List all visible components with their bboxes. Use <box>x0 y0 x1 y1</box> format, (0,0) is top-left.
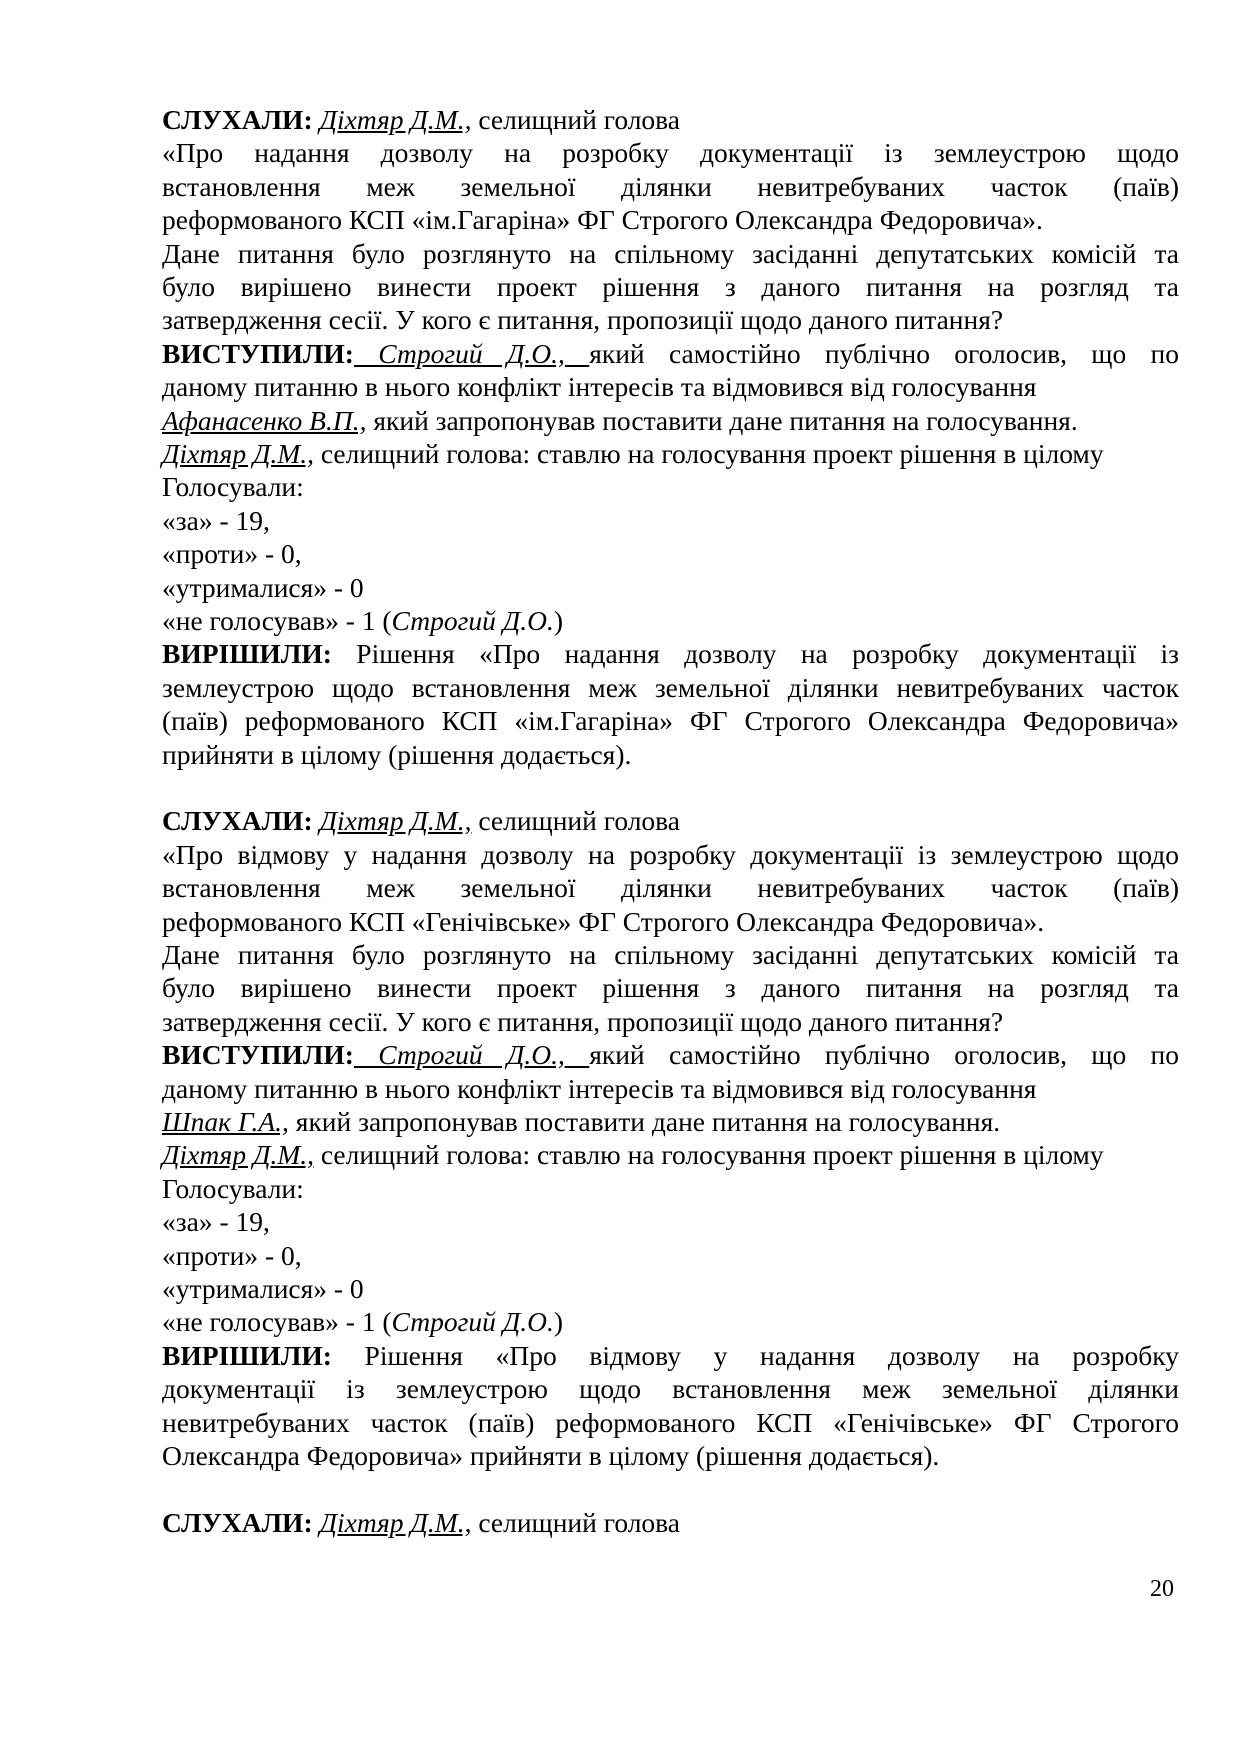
chair-speaker: Діхтяр Д.М., <box>162 1139 314 1171</box>
decided-line: документації із землеустрою щодо встановлення меж земельної ділянки <box>162 1373 1179 1405</box>
vote-for: «за» - 19, <box>162 1206 270 1238</box>
document-body <box>162 103 1179 1539</box>
proposer-text: який запропонував поставити дане питання на голосування. <box>288 1105 1001 1137</box>
vote-not-voted-text: «не голосував» - 1 ( <box>162 1306 392 1338</box>
heard-role: селищний голова <box>471 104 681 135</box>
spoke-speaker: Строгий Д.О., <box>353 1039 590 1071</box>
vote-not-voted <box>162 1305 1179 1338</box>
section-gap <box>162 1472 1179 1505</box>
vote-not-voted-name: Строгий Д.О. <box>391 605 554 637</box>
proposer-line <box>162 1105 1179 1138</box>
heard-line <box>162 804 1179 837</box>
chair-line <box>162 1138 1179 1171</box>
agenda-item-1 <box>162 103 1179 771</box>
vote-against: «проти» - 0, <box>162 538 302 570</box>
chair-line <box>162 437 1179 470</box>
decided-line: землеустрою щодо встановлення меж земельної ділянки невитребуваних часток <box>162 671 1179 703</box>
spoke-label: ВИСТУПИЛИ: <box>162 1039 354 1071</box>
decided-line: (паїв) реформованого КСП «ім.Гагаріна» ФГ Строгого Олександра Федоровича» <box>162 705 1179 737</box>
spoke-text: який самостійно публічно оголосив, що по <box>589 337 1179 369</box>
decided-line <box>162 637 1179 670</box>
spoke-line <box>162 337 1179 370</box>
decided-line: невитребуваних часток (паїв) реформованого КСП «Генічівське» ФГ Строгого <box>162 1406 1179 1438</box>
heard-label: СЛУХАЛИ: <box>162 805 313 837</box>
vote-for: «за» - 19, <box>162 504 270 536</box>
heard-line <box>162 103 1179 136</box>
vote-not-voted-text: «не голосував» - 1 ( <box>162 605 392 637</box>
heard-speaker: Діхтяр Д.М., <box>319 805 472 837</box>
spoke-line-2: даному питанню в нього конфлікт інтересів та відмовився від голосування <box>162 1072 1037 1104</box>
vote-title: Голосували: <box>162 1172 304 1204</box>
heard-role: селищний голова <box>471 1506 681 1538</box>
topic-line: «Про відмову у надання дозволу на розробку документації із землеустрою щодо <box>162 838 1179 870</box>
discussion-line: було вирішено винести проект рішення з даного питання на розгляд та <box>162 270 1179 302</box>
heard-speaker: Діхтяр Д.М., <box>319 104 472 135</box>
topic-line: реформованого КСП «ім.Гагаріна» ФГ Строгого Олександра Федоровича». <box>162 204 1043 236</box>
agenda-item-3 <box>162 1506 1179 1539</box>
decided-line-last: Олександра Федоровича» прийняти в цілому (рішення додається). <box>162 1439 940 1471</box>
topic-line: встановлення меж земельної ділянки невитребуваних часток (паїв) <box>162 170 1179 202</box>
chair-speaker: Діхтяр Д.М., <box>162 437 314 469</box>
heard-role: селищний голова <box>471 805 681 837</box>
vote-not-voted <box>162 604 1179 637</box>
discussion-line: затвердження сесії. У кого є питання, пропозиції щодо даного питання? <box>162 1005 1004 1037</box>
vote-title: Голосували: <box>162 471 304 503</box>
vote-abstained: «утрималися» - 0 <box>162 571 364 603</box>
spoke-label: ВИСТУПИЛИ: <box>162 337 354 369</box>
discussion-line: Дане питання було розглянуто на спільному засіданні депутатських комісій та <box>162 237 1179 269</box>
proposer-text: який запропонував поставити дане питання на голосування. <box>366 404 1078 436</box>
topic-line: встановлення меж земельної ділянки невитребуваних часток (паїв) <box>162 872 1179 904</box>
decided-line <box>162 1339 1179 1372</box>
vote-not-voted-close: ) <box>553 1306 564 1338</box>
heard-speaker: Діхтяр Д.М., <box>319 1506 472 1538</box>
discussion-line: було вирішено винести проект рішення з даного питання на розгляд та <box>162 972 1179 1004</box>
discussion-line: затвердження сесії. У кого є питання, пропозиції щодо даного питання? <box>162 304 1004 336</box>
proposer-speaker: Шпак Г.А., <box>162 1105 289 1137</box>
spoke-line-2: даному питанню в нього конфлікт інтересів та відмовився від голосування <box>162 371 1037 403</box>
vote-against: «проти» - 0, <box>162 1239 302 1271</box>
proposer-line <box>162 404 1179 437</box>
proposer-speaker: Афанасенко В.П., <box>162 404 367 436</box>
spoke-speaker: Строгий Д.О., <box>353 337 590 369</box>
vote-abstained: «утрималися» - 0 <box>162 1273 364 1304</box>
heard-label: СЛУХАЛИ: <box>162 104 313 135</box>
chair-text: селищний голова: ставлю на голосування проект рішення в цілому <box>313 1139 1104 1171</box>
chair-text: селищний голова: ставлю на голосування проект рішення в цілому <box>313 437 1104 469</box>
decided-text: Рішення «Про надання дозволу на розробку документації із <box>331 638 1179 670</box>
spoke-text: який самостійно публічно оголосив, що по <box>589 1039 1179 1071</box>
vote-not-voted-name: Строгий Д.О. <box>391 1306 554 1338</box>
decided-label: ВИРІШИЛИ: <box>162 638 332 670</box>
section-gap <box>162 771 1179 804</box>
spoke-line <box>162 1038 1179 1071</box>
decided-line-last: прийняти в цілому (рішення додається). <box>162 738 632 770</box>
heard-line <box>162 1506 1179 1539</box>
topic-line: реформованого КСП «Генічівське» ФГ Строгого Олександра Федоровича». <box>162 905 1045 937</box>
decided-text: Рішення «Про відмову у надання дозволу на розробку <box>331 1339 1179 1371</box>
topic-line: «Про надання дозволу на розробку документації із землеустрою щодо <box>162 137 1179 169</box>
agenda-item-2 <box>162 804 1179 1472</box>
page-number: 20 <box>1150 1576 1174 1602</box>
vote-not-voted-close: ) <box>553 605 564 637</box>
discussion-line: Дане питання було розглянуто на спільному засіданні депутатських комісій та <box>162 938 1179 970</box>
heard-label: СЛУХАЛИ: <box>162 1506 313 1538</box>
decided-label: ВИРІШИЛИ: <box>162 1339 332 1371</box>
